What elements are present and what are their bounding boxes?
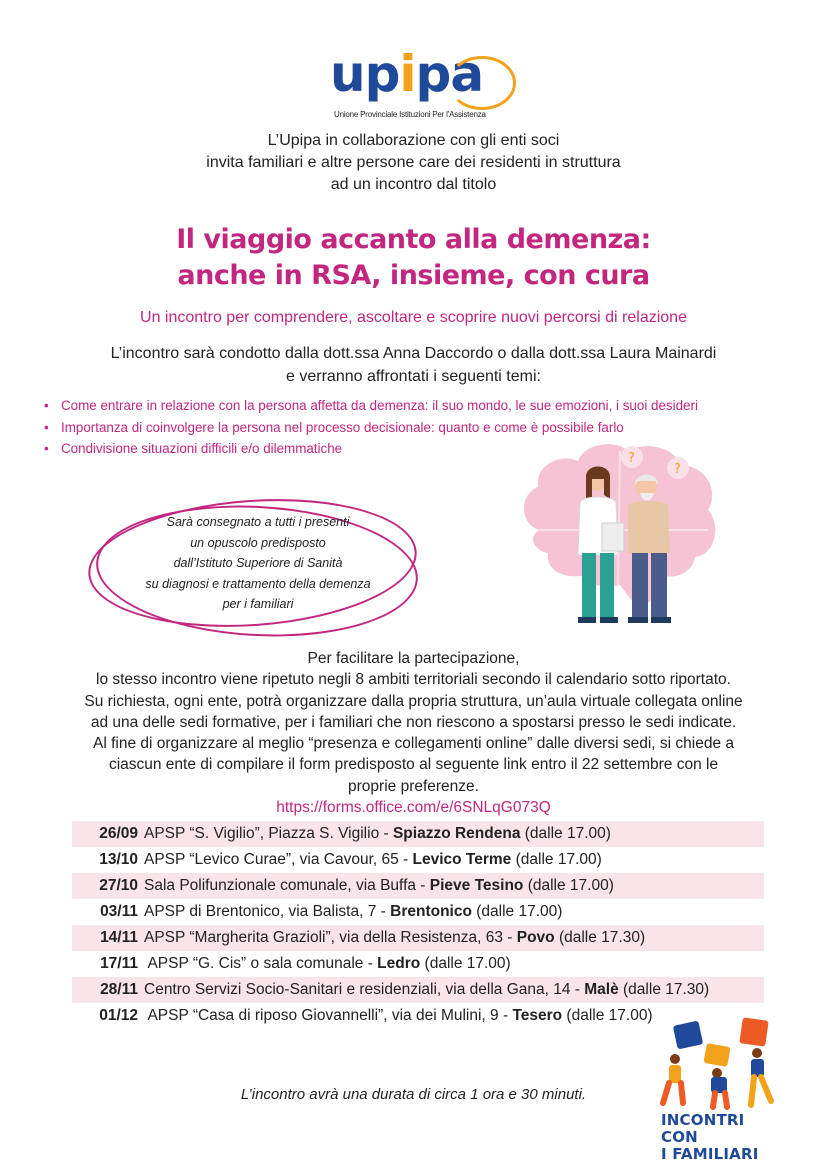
people-puzzle-illustration-icon xyxy=(655,1015,785,1110)
note-line: dall’Istituto Superiore di Sanità xyxy=(173,556,343,570)
schedule-row xyxy=(72,873,764,899)
schedule-town: Levico Terme xyxy=(412,851,512,868)
schedule-place: APSP “S. Vigilio”, Piazza S. Vigilio - xyxy=(144,825,393,842)
schedule-row xyxy=(72,925,764,951)
schedule-place: APSP “Levico Curae”, via Cavour, 65 - xyxy=(144,851,413,868)
schedule-time: (dalle 17.30) xyxy=(618,981,710,998)
intro-line-2: invita familiari e altre persone care dei residenti in struttura xyxy=(206,154,621,171)
schedule-row xyxy=(72,821,764,847)
schedule-date: 26/09 xyxy=(99,825,138,842)
page-title xyxy=(0,222,827,294)
schedule-place: APSP “Casa di riposo Giovannelli”, via dei Mulini, 9 - xyxy=(144,1007,513,1024)
schedule-place: Centro Servizi Socio-Sanitari e residenziali, via della Gana, 14 - xyxy=(144,981,585,998)
schedule-time: (dalle 17.00) xyxy=(420,955,511,972)
schedule-place: APSP “G. Cis” o sala comunale - xyxy=(144,955,378,972)
schedule-date: 01/12 xyxy=(99,1007,138,1024)
schedule-time: (dalle 17.00) xyxy=(523,877,614,894)
logo-subtitle: Unione Provinciale Istituzioni Per l'Assistenza xyxy=(334,110,486,119)
schedule-time: (dalle 17.00) xyxy=(511,851,602,868)
doctor-patient-brain-illustration-icon xyxy=(510,435,725,630)
schedule-row xyxy=(72,951,764,977)
schedule-date: 13/10 xyxy=(99,851,138,868)
conductors-text xyxy=(0,342,827,388)
paragraph-line: Al fine di organizzare al meglio “presenza e collegamenti online” dalle diversi sedi, si chiede a xyxy=(92,735,734,753)
schedule-table xyxy=(72,821,764,1029)
schedule-date: 17/11 xyxy=(100,955,138,972)
logo-word-part2: pa xyxy=(415,45,484,103)
schedule-time: (dalle 17.30) xyxy=(554,929,646,946)
logo-word-i: i xyxy=(399,45,416,103)
paragraph-line: Per facilitare la partecipazione, xyxy=(307,650,520,667)
schedule-row xyxy=(72,847,764,873)
schedule-town: Tesero xyxy=(512,1007,563,1024)
schedule-town: Pieve Tesino xyxy=(429,877,524,894)
paragraph-line: proprie preferenze. xyxy=(348,777,479,795)
schedule-town: Povo xyxy=(516,929,555,946)
schedule-town: Spiazzo Rendena xyxy=(392,825,521,842)
paragraph-line: ad una delle sedi formative, per i familiari che non riescono a spostarsi presso le sedi indicate. xyxy=(90,713,737,731)
brand-line-2: I FAMILIARI xyxy=(661,1145,759,1163)
note-line: su diagnosi e trattamento della demenza xyxy=(145,576,371,591)
schedule-date: 28/11 xyxy=(100,981,138,998)
note-line: per i familiari xyxy=(222,597,294,611)
topic-item: • Condivisione situazioni difficili e/o dilemmatiche xyxy=(44,438,698,460)
topic-item: • Importanza di coinvolgere la persona nel processo decisionale: quanto e come è possibile farlo xyxy=(44,417,698,439)
conductors-line-1: L’incontro sarà condotto dalla dott.ssa Anna Daccordo o dalla dott.ssa Laura Mainardi xyxy=(110,345,717,362)
paragraph-line: Su richiesta, ogni ente, potrà organizzare dalla propria struttura, un’aula virtuale collegata online xyxy=(84,692,743,710)
svg-text:?: ? xyxy=(628,451,635,466)
note-line: Sarà consegnato a tutti i presenti xyxy=(166,515,350,529)
upipa-logo xyxy=(330,46,530,124)
schedule-date: 14/11 xyxy=(100,929,138,946)
schedule-row xyxy=(72,899,764,925)
schedule-town: Ledro xyxy=(377,955,421,972)
page-subtitle: Un incontro per comprendere, ascoltare e scoprire nuovi percorsi di relazione xyxy=(140,309,687,326)
topic-item: • Come entrare in relazione con la persona affetta da demenza: il suo mondo, le sue emozioni, i suoi desideri xyxy=(44,395,698,417)
schedule-town: Malè xyxy=(584,981,619,998)
schedule-town: Brentonico xyxy=(390,903,472,920)
brand-line-1: INCONTRI CON xyxy=(661,1111,745,1146)
conductors-line-2: e verranno affrontati i seguenti temi: xyxy=(286,368,541,385)
note-text xyxy=(118,512,398,615)
form-link[interactable]: https://forms.office.com/e/6SNLqG073Q xyxy=(276,799,551,817)
incontri-con-i-familiari-logo xyxy=(655,1015,785,1163)
schedule-time: (dalle 17.00) xyxy=(562,1007,653,1024)
brand-text xyxy=(661,1112,785,1163)
schedule-date: 03/11 xyxy=(100,903,138,920)
svg-text:?: ? xyxy=(674,462,681,477)
duration-note: L’incontro avrà una durata di circa 1 ora e 30 minuti. xyxy=(240,1086,587,1103)
schedule-time: (dalle 17.00) xyxy=(520,825,611,842)
intro-text xyxy=(0,130,827,196)
schedule-row xyxy=(72,977,764,1003)
schedule-place: Sala Polifunzionale comunale, via Buffa - xyxy=(144,877,430,894)
schedule-date: 27/10 xyxy=(99,877,138,894)
paragraph-line: ciascun ente di compilare il form predisposto al seguente link entro il 22 settembre con le xyxy=(108,756,719,774)
intro-line-1: L’Upipa in collaborazione con gli enti soci xyxy=(267,132,560,149)
title-line-1: Il viaggio accanto alla demenza: xyxy=(176,224,651,255)
schedule-place: APSP di Brentonico, via Balista, 7 - xyxy=(144,903,391,920)
intro-line-3: ad un incontro dal titolo xyxy=(330,176,497,193)
paragraph-line: lo stesso incontro viene ripetuto negli 8 ambiti territoriali secondo il calendario sotto riportato. xyxy=(96,671,731,689)
note-line: un opuscolo predisposto xyxy=(190,535,326,550)
logo-word-part1: up xyxy=(330,45,400,103)
participation-paragraph xyxy=(0,648,827,818)
brochure-note xyxy=(88,500,418,635)
logo-ring-icon xyxy=(448,56,516,110)
schedule-time: (dalle 17.00) xyxy=(471,903,563,920)
schedule-place: APSP “Margherita Grazioli”, via della Resistenza, 63 - xyxy=(144,929,517,946)
title-line-2: anche in RSA, insieme, con cura xyxy=(177,260,650,291)
